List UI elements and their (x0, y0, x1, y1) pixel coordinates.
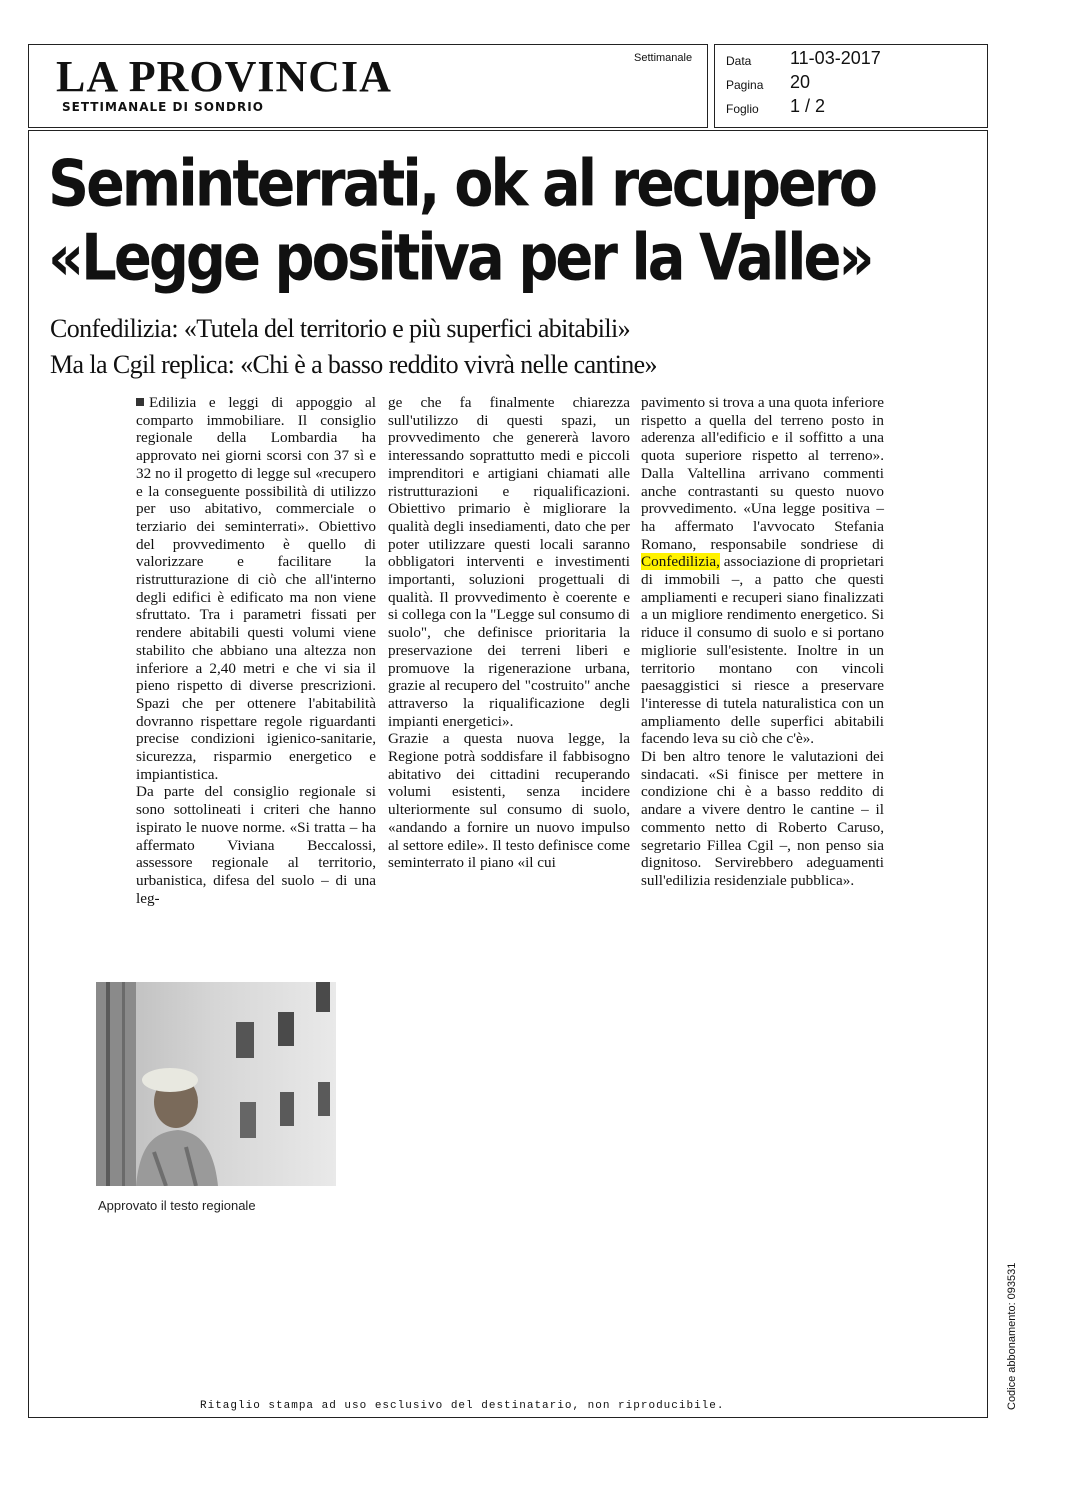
paragraph: Grazie a questa nuova legge, la Regione potrà soddisfare il fabbisogno abitativo dei cittadini recuperando volumi esistenti, senza incidere ulteriormente sul consumo di suolo, «andando a fornire un nuovo impulso al settore edile». Il testo definisce come seminterrato il piano «il cui (388, 730, 630, 872)
sheet-label: Foglio (726, 102, 759, 116)
paragraph-text: associazione di proprietari di immobili –, a patto che questi ampliamenti e recuperi siano finalizzati a un migliore rendimento energetico. Si riduce il consumo di suolo e si portano migliorie sull'esistente. Inoltre in un territorio montano con vincoli paesaggistici si riesce a preservare l'interesse di tutela naturalistica con un ampliamento delle superfici abitabili facendo leva su ciò che c'è». (641, 553, 885, 748)
paragraph: ge che fa finalmente chiarezza sull'utilizzo di questi spazi, un provvedimento che genererà lavoro interessando soprattutto medi e piccoli imprenditori e artigiani chiamati alle ristrutturazioni e riqualificazioni. Obiettivo primario è migliorare la qualità degli insediamenti, dato che per poter utilizzare questi locali saranno obbligatori interventi e investimenti importanti, soluzioni progettuali di qualità. Il provvedimento è coerente e si collega con la "Legge sul consumo di suolo", che definisce prioritaria la preservazione dei terreni liberi e promuove la rigenerazione urbana, grazie al recupero del "costruito" anche attraverso la riqualificazione degli impianti energetici». (388, 394, 630, 730)
page-value: 20 (790, 72, 811, 92)
square-bullet-icon (136, 398, 144, 406)
publication-title: LA PROVINCIA (56, 52, 392, 101)
sheet-value: 1 / 2 (790, 96, 826, 116)
paragraph: Di ben altro tenore le valutazioni dei sindacati. «Si finisce per mettere in condizione chi è a basso reddito di andare a vivere dentro le cantine – il commento netto di Roberto Caruso, segretario Fillea Cgil –, non penso sia dignitoso. Servirebbero adeguamenti sull'edilizia residenziale pubblica». (641, 748, 884, 889)
headline-line-2: «Legge positiva per la Valle» (48, 220, 872, 296)
subheadline-line-2: Ma la Cgil replica: «Chi è a basso reddito vivrà nelle cantine» (50, 350, 657, 379)
paragraph-text: Edilizia e leggi di appoggio al comparto immobiliare. Il consiglio regionale della Lombardia ha approvato nei giorni scorsi con 37 sì e 32 no il progetto di legge sul «recupero e la conseguente possibilità di utilizzo per uso abitativo, commerciale o terziario dei seminterrati». Obiettivo del provvedimento è quello di valorizzare e facilitare la ristrutturazione di ciò che all'interno degli edifici è edificato ma non viene sfruttato. Tra i parametri fissati per rendere abitabili questi volumi viene stabilito che abbiano una altezza non inferiore a 2,40 metri e che vi sia il pieno rispetto di diverse prescrizioni. Spazi che per ottenere l'abitabilità dovranno rispettare regole riguardanti precise condizioni igienico-sanitarie, sicurezza, risparmio energetico e impiantistica. (136, 394, 376, 783)
publication-frequency: Settimanale (634, 52, 693, 64)
page-label: Pagina (726, 78, 764, 92)
article-photo (96, 982, 336, 1186)
date-value: 11-03-2017 (790, 48, 881, 68)
building-worker-photo (96, 982, 336, 1186)
paragraph (136, 394, 376, 783)
subscription-code: Codice abbonamento: 093531 (1006, 1262, 1018, 1410)
photo-caption: Approvato il testo regionale (98, 1198, 256, 1213)
date-label: Data (726, 54, 752, 68)
publication-subtitle: SETTIMANALE DI SONDRIO (62, 100, 264, 114)
article-column-2 (388, 394, 630, 872)
highlighted-term: Confedilizia, (641, 553, 720, 571)
reproduction-notice: Ritaglio stampa ad uso esclusivo del destinatario, non riproducibile. (200, 1400, 725, 1412)
article-column-1 (136, 394, 376, 907)
paragraph (641, 394, 884, 748)
headline-line-1: Seminterrati, ok al recupero (48, 146, 875, 222)
paragraph: Da parte del consiglio regionale si sono sottolineati i criteri che hanno ispirato le nuove norme. «Si tratta – ha affermato Viviana Beccalossi, assessore regionale al territorio, urbanistica, difesa del suolo – di una leg- (136, 783, 376, 907)
article-column-3 (641, 394, 884, 890)
paragraph-text: pavimento si trova a una quota inferiore rispetto a quella del terreno posto in aderenza all'edificio e il soffitto a una quota superiore rispetto al terreno». Dalla Valtellina arrivano commenti anche contrastanti su questo nuovo provvedimento. «Una legge positiva – ha affermato l'avvocato Stefania Romano, responsabile sondriese di (641, 394, 884, 553)
subheadline-line-1: Confedilizia: «Tutela del territorio e più superfici abitabili» (50, 314, 631, 343)
